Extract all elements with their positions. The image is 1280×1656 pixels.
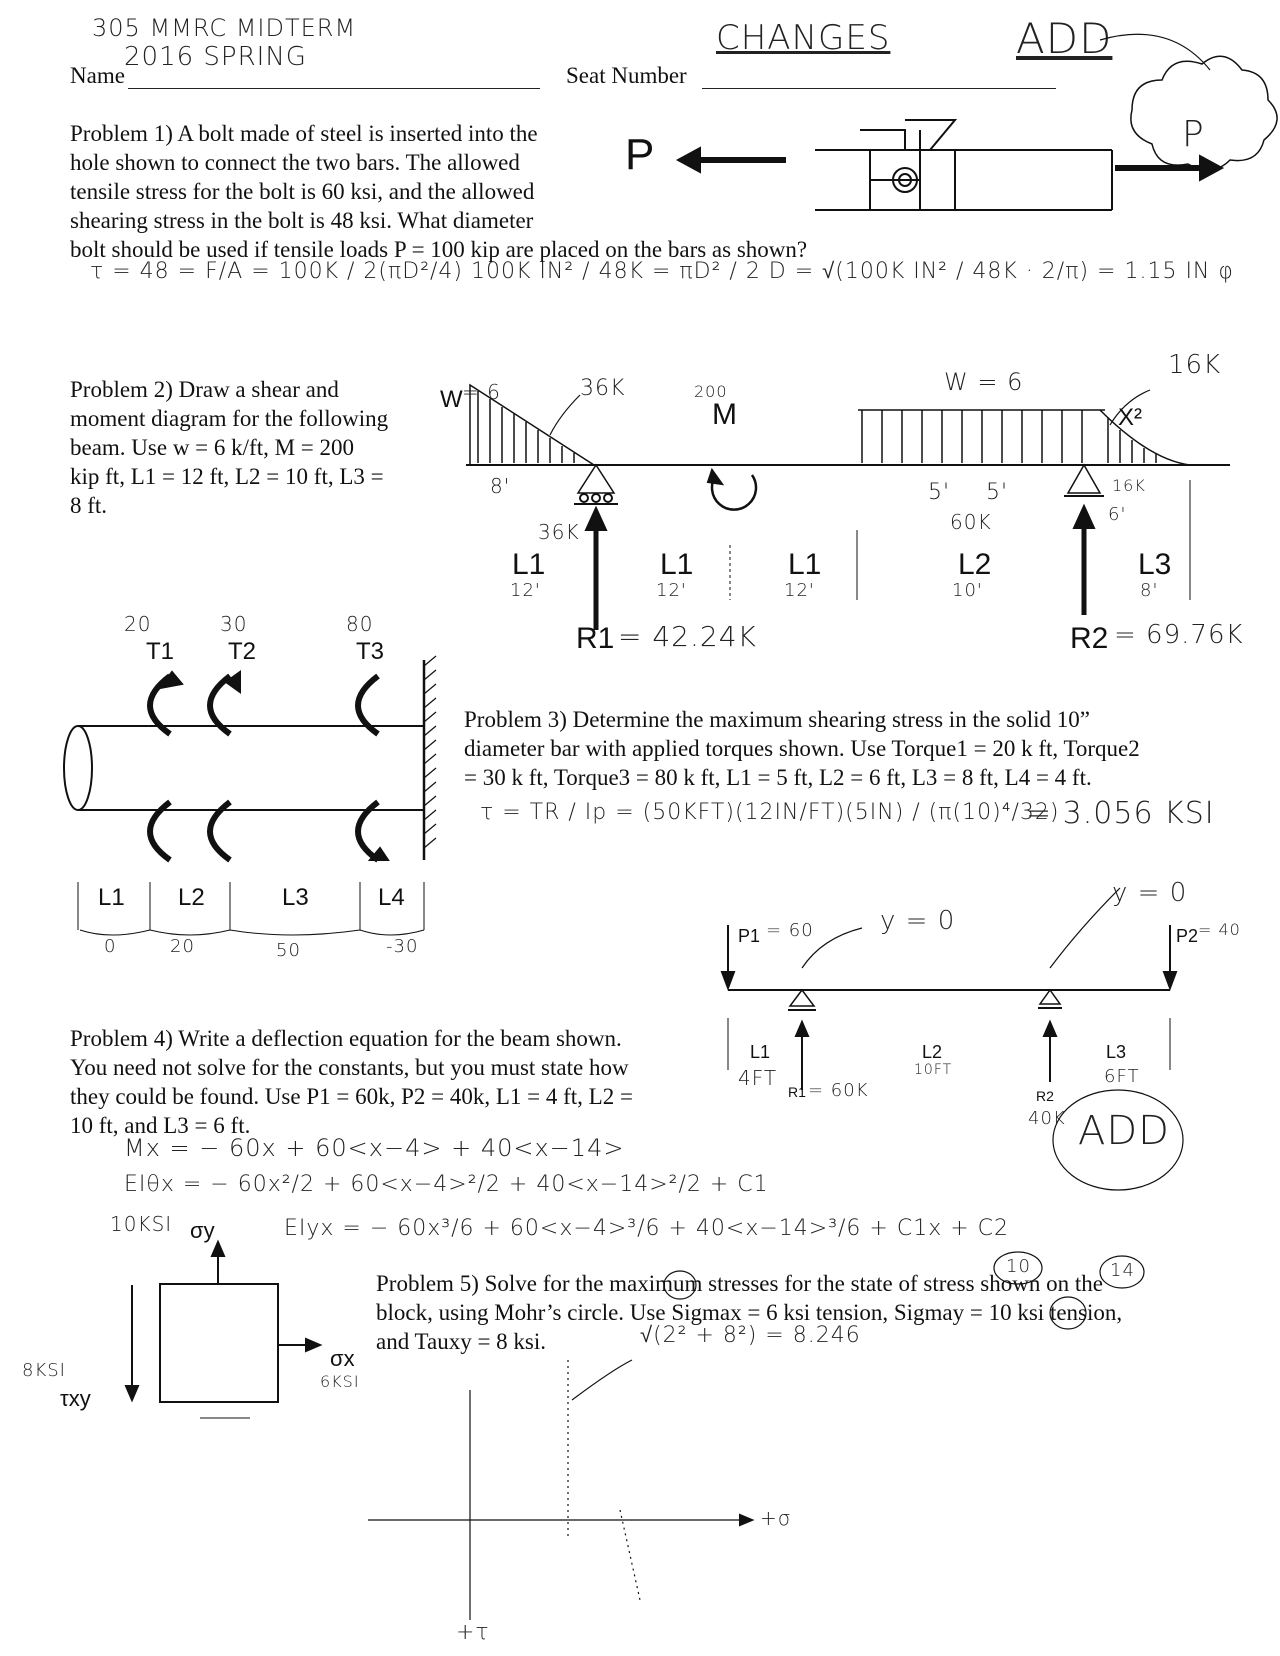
label-beam-L3: L3 bbox=[1106, 1042, 1127, 1062]
label-L1-b: L1 bbox=[660, 548, 694, 581]
label-L2: L2 bbox=[958, 548, 992, 581]
hand-add: ADD bbox=[1078, 1108, 1170, 1154]
name-label: Name bbox=[70, 63, 125, 88]
problem1-hand-solution: τ = 48 = F/A = 100K / 2(πD²/4) 100K IN² / 48K = πD² / 2 D = √(100K IN² / 48K · 2/π) = 1.15 IN φ bbox=[90, 259, 1234, 284]
problem1-line-2: hole shown to connect the two bars. The allowed bbox=[70, 150, 520, 175]
hand-10ft: 10' bbox=[952, 580, 983, 601]
problem4-hand-eq1: Mx = − 60x + 60<x−4> + 40<x−14> bbox=[124, 1134, 625, 1162]
problem2-line-4: kip ft, L1 = 12 ft, L2 = 10 ft, L3 = bbox=[70, 464, 384, 489]
label-W: W bbox=[440, 386, 463, 413]
label-P2: P2 bbox=[1176, 926, 1199, 946]
hand-seg-minus30: -30 bbox=[386, 936, 419, 957]
label-L1-a: L1 bbox=[512, 548, 546, 581]
label-P: P bbox=[625, 130, 655, 179]
hand-t1: 20 bbox=[124, 612, 152, 636]
problem2-line-1: Problem 2) Draw a shear and bbox=[70, 377, 339, 402]
hand-16k: 16K bbox=[1168, 350, 1222, 380]
label-beam-L1: L1 bbox=[750, 1042, 771, 1062]
hand-W6-b: W = 6 bbox=[944, 368, 1024, 396]
problem1-figure bbox=[678, 34, 1277, 210]
hand-10: 10 bbox=[1006, 1256, 1031, 1277]
problem1-line-5: bolt should be used if tensile loads P = 100 kip are placed on the bars as shown? bbox=[70, 237, 808, 262]
hand-R2-value: = 69.76K bbox=[1114, 620, 1244, 650]
hand-36: 36K bbox=[538, 520, 580, 544]
label-tau-xy: τxy bbox=[60, 1386, 91, 1411]
problem1-line-1: Problem 1) A bolt made of steel is inserted into the bbox=[70, 121, 538, 146]
hand-8ft-b: 8' bbox=[1140, 580, 1159, 601]
hand-4ft: 4FT bbox=[738, 1066, 778, 1090]
hand-P1: = 60 bbox=[766, 920, 814, 941]
hand-seg-20: 20 bbox=[170, 936, 195, 957]
label-L3: L3 bbox=[1138, 548, 1172, 581]
hand-t3: 80 bbox=[346, 612, 374, 636]
hand-plus-sigma: +σ bbox=[760, 1506, 792, 1530]
hand-changes: CHANGES bbox=[716, 18, 891, 58]
hand-course-title: 305 MMRC MIDTERM bbox=[92, 14, 357, 42]
problem3-hand-formula: τ = TR / Ip = (50KFT)(12IN/FT)(5IN) / (π(10)⁴/32) bbox=[480, 800, 1060, 825]
label-P1: P1 bbox=[738, 926, 761, 946]
label-x2: X² bbox=[1118, 404, 1142, 431]
hand-6ksi: 6KSI bbox=[320, 1372, 360, 1391]
hand-10ft: 10FT bbox=[914, 1062, 953, 1078]
label-shaft-L4: L4 bbox=[378, 884, 405, 911]
problem4-hand-eq3: EIyx = − 60x³/6 + 60<x−4>³/6 + 40<x−14>³/6 + C1x + C2 bbox=[284, 1216, 1010, 1241]
problem4-hand-eq2: EIθx = − 60x²/2 + 60<x−4>²/2 + 40<x−14>²/2 + C1 bbox=[124, 1172, 769, 1197]
hand-P2: = 40 bbox=[1198, 920, 1241, 939]
label-shaft-L2: L2 bbox=[178, 884, 205, 911]
problem1-line-4: shearing stress in the bolt is 48 ksi. What diameter bbox=[70, 208, 534, 233]
hand-14: 14 bbox=[1110, 1260, 1135, 1281]
label-shaft-L1: L1 bbox=[98, 884, 125, 911]
seat-number-label: Seat Number bbox=[566, 63, 687, 88]
problem5-hand-radius: √(2² + 8²) = 8.246 bbox=[640, 1323, 861, 1348]
label-sigma-y: σy bbox=[190, 1218, 215, 1243]
hand-add-top: ADD bbox=[1016, 14, 1113, 63]
problem2-line-5: 8 ft. bbox=[70, 493, 108, 518]
problem3-line-2: diameter bar with applied torques shown. Use Torque1 = 20 k ft, Torque2 bbox=[464, 736, 1140, 761]
hand-16k-b: 16K bbox=[1112, 476, 1146, 495]
hand-6ft: 6FT bbox=[1104, 1066, 1140, 1087]
label-beam-L2: L2 bbox=[922, 1042, 943, 1062]
label-M: M bbox=[712, 398, 737, 431]
hand-term: 2016 SPRING bbox=[124, 42, 307, 72]
hand-R2: 40K bbox=[1028, 1108, 1066, 1129]
hand-12a: 12' bbox=[510, 580, 541, 601]
hand-6ft: 6' bbox=[1108, 504, 1127, 525]
hand-y0-a: y = 0 bbox=[880, 906, 956, 936]
label-T3: T3 bbox=[356, 638, 385, 665]
label-sigma-x: σx bbox=[330, 1346, 355, 1371]
hand-R1-value: = 42.24K bbox=[618, 620, 757, 653]
hand-t2: 30 bbox=[220, 612, 248, 636]
hand-5b: 5' bbox=[986, 480, 1009, 505]
label-beam-R1: R1 bbox=[788, 1084, 806, 1100]
problem3-hand-result: = 3.056 KSI bbox=[1026, 796, 1215, 831]
hand-8ft: 8' bbox=[490, 474, 511, 498]
problem3-line-1: Problem 3) Determine the maximum shearing stress in the solid 10” bbox=[464, 707, 1090, 732]
label-shaft-L3: L3 bbox=[282, 884, 309, 911]
problem2-line-3: beam. Use w = 6 k/ft, M = 200 bbox=[70, 435, 355, 460]
label-T2: T2 bbox=[228, 638, 257, 665]
problem4-line-2: You need not solve for the constants, but you must state how bbox=[70, 1055, 629, 1080]
problem2-line-2: moment diagram for the following bbox=[70, 406, 389, 431]
problem5-line-1: Problem 5) Solve for the maximum stresses for the state of stress shown on the bbox=[376, 1271, 1103, 1296]
problem5-line-3: and Tauxy = 8 ksi. bbox=[376, 1329, 547, 1354]
problem4-line-4: 10 ft, and L3 = 6 ft. bbox=[70, 1113, 251, 1138]
hand-5a: 5' bbox=[928, 480, 951, 505]
hand-36-top: 36K bbox=[580, 376, 626, 401]
problem4-line-3: they could be found. Use P1 = 60k, P2 = 40k, L1 = 4 ft, L2 = bbox=[70, 1084, 633, 1109]
hand-10ksi: 10KSI bbox=[110, 1212, 173, 1236]
problem3-line-3: = 30 k ft, Torque3 = 80 k ft, L1 = 5 ft, L2 = 6 ft, L3 = 8 ft, L4 = 4 ft. bbox=[464, 765, 1092, 790]
hand-R1: = 60K bbox=[808, 1080, 869, 1101]
problem4-line-1: Problem 4) Write a deflection equation for the beam shown. bbox=[70, 1026, 622, 1051]
hand-12c: 12' bbox=[784, 580, 815, 601]
problem5-line-2: block, using Mohr’s circle. Use Sigmax = 6 ksi tension, Sigmay = 10 ksi tension, bbox=[376, 1300, 1123, 1325]
hand-w6: = 6 bbox=[462, 380, 501, 404]
problem1-line-3: tensile stress for the bolt is 60 ksi, and the allowed bbox=[70, 179, 535, 204]
hand-seg-0: 0 bbox=[104, 936, 117, 957]
hand-p-cloud: P bbox=[1182, 114, 1205, 155]
label-L1-c: L1 bbox=[788, 548, 822, 581]
hand-seg-50: 50 bbox=[276, 940, 301, 961]
hand-y0-b: y = 0 bbox=[1112, 878, 1188, 908]
label-T1: T1 bbox=[146, 638, 175, 665]
hand-200: 200 bbox=[694, 382, 728, 401]
label-beam-R2: R2 bbox=[1036, 1088, 1054, 1104]
hand-12b: 12' bbox=[656, 580, 687, 601]
label-R1: R1 bbox=[576, 622, 615, 655]
label-R2: R2 bbox=[1070, 622, 1109, 655]
hand-8ksi: 8KSI bbox=[22, 1360, 66, 1381]
hand-plus-tau: +τ bbox=[456, 1620, 490, 1645]
hand-60k: 60K bbox=[950, 510, 992, 534]
